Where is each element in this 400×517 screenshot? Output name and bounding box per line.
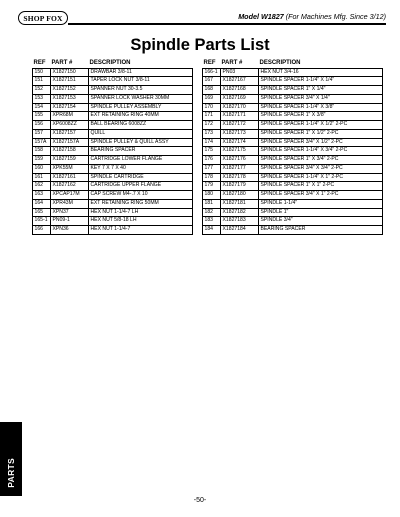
shop-fox-logo [18, 11, 68, 25]
ref-cell: 181 [203, 199, 221, 208]
description-cell: HEX NUT 1-1/4-7 [89, 226, 193, 235]
ref-cell: 172 [203, 121, 221, 130]
description-cell: DRAWBAR 3/8-11 [89, 68, 193, 77]
ref-cell: 164 [33, 199, 51, 208]
ref-cell: 153 [33, 94, 51, 103]
ref-cell: 152 [33, 86, 51, 95]
part-number-cell: XPN37 [51, 208, 89, 217]
ref-cell: 176 [203, 156, 221, 165]
description-cell: SPINDLE SPACER 3/4" X 1/4" [259, 94, 383, 103]
description-cell: SPINDLE 1" [259, 208, 383, 217]
model-number: Model W1827 [238, 12, 284, 21]
ref-cell: 150 [33, 68, 51, 77]
table-row [203, 182, 383, 191]
description-cell: SPINDLE SPACER 3/4" X 1/2" 2-PC [259, 138, 383, 147]
ref-cell: 165-1 [33, 217, 51, 226]
table-row [203, 199, 383, 208]
part-number-cell: X1827152 [51, 86, 89, 95]
ref-cell: 168 [203, 86, 221, 95]
table-row [203, 191, 383, 200]
part-number-cell: X1827154 [51, 103, 89, 112]
table-row [203, 129, 383, 138]
part-number-cell: XP6008ZZ [51, 121, 89, 130]
description-cell: SPANNER NUT 30-3.5 [89, 86, 193, 95]
ref-cell: 170 [203, 103, 221, 112]
ref-cell: 160 [33, 164, 51, 173]
part-number-cell: X1827151 [51, 77, 89, 86]
part-number-cell: X1827157A [51, 138, 89, 147]
part-number-cell: X1827184 [221, 226, 259, 235]
ref-cell: 157 [33, 129, 51, 138]
description-column-header: DESCRIPTION [259, 60, 301, 66]
ref-cell: 161 [33, 173, 51, 182]
description-cell: SPINDLE SPACER 3/4" X 1" 2-PC [259, 191, 383, 200]
table-row [33, 86, 193, 95]
table-row [33, 112, 193, 121]
ref-cell: 173 [203, 129, 221, 138]
table-row [33, 68, 193, 77]
table-row [33, 226, 193, 235]
page-title: Spindle Parts List [130, 36, 270, 54]
description-cell: KEY 7 X 7 X 40 [89, 164, 193, 173]
table-row [33, 138, 193, 147]
ref-cell: 159 [33, 156, 51, 165]
ref-cell: 158 [33, 147, 51, 156]
description-cell: HEX NUT 3/4-16 [259, 68, 383, 77]
part-column-header: PART # [221, 60, 243, 66]
part-number-cell: XPN36 [51, 226, 89, 235]
description-cell: SPINDLE SPACER 1" X 1/2" 2-PC [259, 129, 383, 138]
table-row [203, 208, 383, 217]
part-number-cell: X1827178 [221, 173, 259, 182]
description-cell: SPINDLE 1-1/4" [259, 199, 383, 208]
part-number-cell: X1827170 [221, 103, 259, 112]
ref-cell: 156 [33, 121, 51, 130]
table-row [203, 103, 383, 112]
description-cell: SPINDLE SPACER 1-1/4" X 3/4" 2-PC [259, 147, 383, 156]
ref-cell: 166 [33, 226, 51, 235]
description-cell: SPINDLE CARTRIDGE [89, 173, 193, 182]
description-cell: TAPER LOCK NUT 3/8-11 [89, 77, 193, 86]
table-row [203, 112, 383, 121]
description-cell: SPINDLE SPACER 1-1/4" X 1/4" [259, 77, 383, 86]
table-header-row [203, 58, 383, 68]
ref-cell: 178 [203, 173, 221, 182]
part-number-cell: X1827168 [221, 86, 259, 95]
table-header-row [33, 58, 193, 68]
table-row [33, 156, 193, 165]
ref-cell: 180 [203, 191, 221, 200]
table-row [203, 77, 383, 86]
part-number-cell: X1827181 [221, 199, 259, 208]
parts-section-tab [0, 422, 22, 496]
part-number-cell: X1827172 [221, 121, 259, 130]
part-number-cell: X1827167 [221, 77, 259, 86]
table-row [33, 77, 193, 86]
table-row [33, 147, 193, 156]
description-cell: SPINDLE PULLEY ASSEMBLY [89, 103, 193, 112]
part-number-cell: X1827177 [221, 164, 259, 173]
part-number-cell: X1827176 [221, 156, 259, 165]
table-row [33, 217, 193, 226]
ref-cell: 165 [33, 208, 51, 217]
page-number: -50- [193, 497, 207, 504]
description-column-header: DESCRIPTION [89, 60, 131, 66]
table-row [33, 173, 193, 182]
description-cell: BEARING SPACER [259, 226, 383, 235]
description-cell: BALL BEARING 6008ZZ [89, 121, 193, 130]
table-row [33, 94, 193, 103]
part-number-cell: X1827159 [51, 156, 89, 165]
table-row [203, 94, 383, 103]
description-cell: HEX NUT 5/8-18 LH [89, 217, 193, 226]
part-number-cell: PN03 [221, 68, 259, 77]
ref-cell: 167 [203, 77, 221, 86]
part-number-cell: X1827183 [221, 217, 259, 226]
section-tab-label: PARTS [6, 458, 16, 488]
description-cell: QUILL [89, 129, 193, 138]
description-cell: EXT RETAINING RING 50MM [89, 199, 193, 208]
description-cell: EXT RETAINING RING 40MM [89, 112, 193, 121]
description-cell: SPINDLE SPACER 3/4" X 3/4" 2-PC [259, 164, 383, 173]
ref-cell: 162 [33, 182, 51, 191]
part-number-cell: X1827174 [221, 138, 259, 147]
description-cell: SPINDLE SPACER 1-1/4" X 3/8" [259, 103, 383, 112]
parts-table-left [32, 58, 193, 235]
ref-cell: 177 [203, 164, 221, 173]
model-line [238, 12, 386, 21]
ref-cell: 182 [203, 208, 221, 217]
part-number-cell: X1827180 [221, 191, 259, 200]
logo-text: SHOP FOX [23, 13, 63, 23]
description-cell: BEARING SPACER [89, 147, 193, 156]
description-cell: CAP SCREW M4-.7 X 10 [89, 191, 193, 200]
table-row [203, 156, 383, 165]
table-row [33, 103, 193, 112]
ref-cell: 174 [203, 138, 221, 147]
table-row [33, 199, 193, 208]
table-row [203, 217, 383, 226]
part-number-cell: XPR68M [51, 112, 89, 121]
description-cell: SPINDLE SPACER 1-1/4" X 1" 2-PC [259, 173, 383, 182]
table-row [203, 173, 383, 182]
ref-cell: 175 [203, 147, 221, 156]
part-number-cell: X1827171 [221, 112, 259, 121]
ref-cell: 154 [33, 103, 51, 112]
description-cell: SPINDLE SPACER 1" X 1" 2-PC [259, 182, 383, 191]
ref-cell: 184 [203, 226, 221, 235]
description-cell: SPINDLE SPACER 1-1/4" X 1/2" 2-PC [259, 121, 383, 130]
header-rule [68, 23, 386, 25]
table-row [33, 191, 193, 200]
table-row [203, 147, 383, 156]
ref-cell: 166-1 [203, 68, 221, 77]
part-number-cell: X1827153 [51, 94, 89, 103]
description-cell: HEX NUT 1-1/4-7 LH [89, 208, 193, 217]
model-note: (For Machines Mfg. Since 3/12) [283, 12, 386, 21]
description-cell: SPINDLE 3/4" [259, 217, 383, 226]
part-number-cell: X1827169 [221, 94, 259, 103]
part-number-cell: X1827175 [221, 147, 259, 156]
part-number-cell: PN09-1 [51, 217, 89, 226]
ref-cell: 157A [33, 138, 51, 147]
part-number-cell: X1827179 [221, 182, 259, 191]
part-number-cell: XPCAP17M [51, 191, 89, 200]
part-number-cell: X1827162 [51, 182, 89, 191]
part-number-cell: X1827161 [51, 173, 89, 182]
ref-column-header: REF [203, 60, 216, 66]
table-row [33, 121, 193, 130]
part-number-cell: X1827157 [51, 129, 89, 138]
description-cell: CARTRIDGE LOWER FLANGE [89, 156, 193, 165]
ref-cell: 179 [203, 182, 221, 191]
table-row [203, 86, 383, 95]
description-cell: SPINDLE PULLEY & QUILL ASSY [89, 138, 193, 147]
table-row [203, 226, 383, 235]
description-cell: CARTRIDGE UPPER FLANGE [89, 182, 193, 191]
ref-column-header: REF [33, 60, 46, 66]
table-row [203, 121, 383, 130]
part-number-cell: X1827173 [221, 129, 259, 138]
parts-table-right [202, 58, 383, 235]
table-row [203, 68, 383, 77]
description-cell: SPINDLE SPACER 1" X 3/8" [259, 112, 383, 121]
part-number-cell: X1827150 [51, 68, 89, 77]
ref-cell: 163 [33, 191, 51, 200]
part-column-header: PART # [51, 60, 73, 66]
part-number-cell: X1827182 [221, 208, 259, 217]
part-number-cell: XPK55M [51, 164, 89, 173]
ref-cell: 155 [33, 112, 51, 121]
part-number-cell: XPR43M [51, 199, 89, 208]
table-row [33, 129, 193, 138]
table-row [203, 164, 383, 173]
ref-cell: 171 [203, 112, 221, 121]
table-row [33, 208, 193, 217]
table-row [33, 182, 193, 191]
table-row [33, 164, 193, 173]
ref-cell: 169 [203, 94, 221, 103]
table-row [203, 138, 383, 147]
description-cell: SPANNER LOCK WASHER 30MM [89, 94, 193, 103]
description-cell: SPINDLE SPACER 1" X 3/4" 2-PC [259, 156, 383, 165]
ref-cell: 183 [203, 217, 221, 226]
ref-cell: 151 [33, 77, 51, 86]
part-number-cell: X1827158 [51, 147, 89, 156]
description-cell: SPINDLE SPACER 1" X 1/4" [259, 86, 383, 95]
